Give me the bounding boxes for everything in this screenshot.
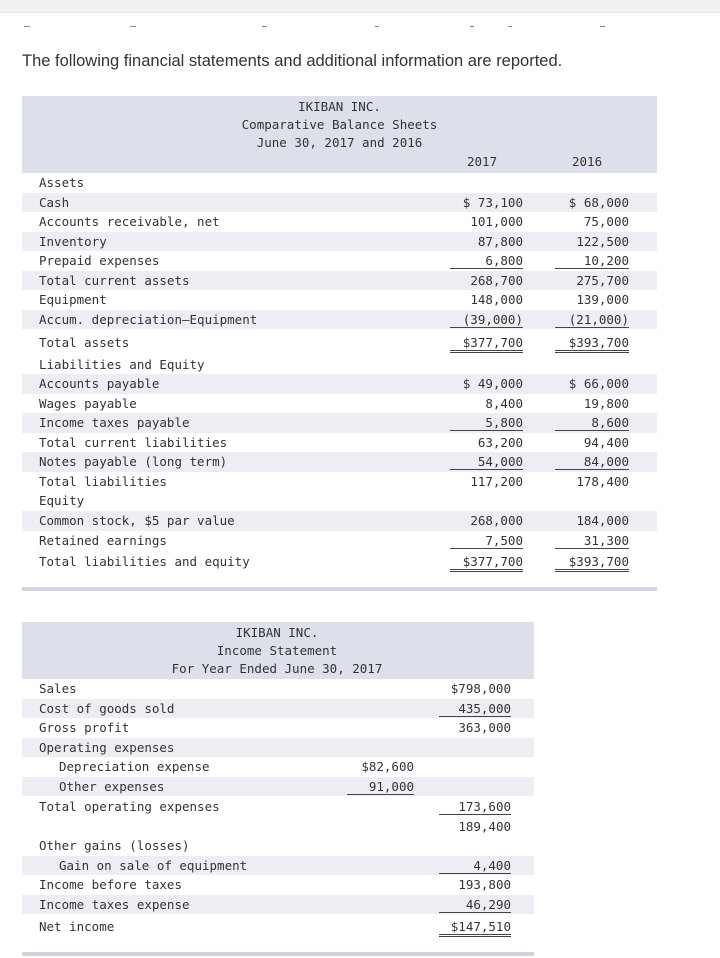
value-2017: $ 73,100 (462, 194, 523, 210)
table-row-accounts-receivable-net (22, 212, 657, 232)
table-row-income-taxes-expense (22, 895, 534, 915)
table-row-equipment (22, 290, 657, 310)
divider (130, 26, 136, 27)
value-2017: 268,700 (470, 272, 523, 288)
value-2016: 19,800 (583, 395, 629, 411)
column-header-2016: 2016 (572, 154, 603, 169)
table-row-total-assets (22, 333, 657, 353)
table-row-net-income (22, 917, 534, 937)
row-label: Wages payable (39, 395, 137, 411)
value-total: 435,000 (439, 701, 511, 717)
table-row-other-expenses (22, 777, 534, 797)
table-row-income-taxes-payable (22, 413, 657, 433)
value-total: 363,000 (458, 720, 511, 735)
row-label: Liabilities and Equity (39, 356, 205, 372)
top-bar (0, 0, 720, 13)
row-label: Assets (39, 175, 85, 190)
table-row-total-current-assets (22, 271, 657, 291)
value-detail: $82,600 (361, 759, 414, 774)
value-2016: 31,300 (555, 533, 629, 549)
divider (508, 26, 512, 27)
value-2016: 75,000 (583, 214, 629, 229)
row-label: Accounts payable (39, 376, 160, 391)
value-2017: 7,500 (450, 533, 523, 549)
table-row-total-liabilities (22, 472, 657, 492)
table-row-notes-payable-long-term (22, 452, 657, 472)
row-label: Total current liabilities (39, 434, 228, 450)
value-2016: $ 68,000 (568, 194, 629, 210)
table-row-total-operating-expenses (22, 797, 534, 817)
row-label: Other expenses (59, 778, 165, 794)
table-row-wages-payable (22, 394, 657, 414)
value-2016: 84,000 (555, 454, 629, 470)
value-total: 46,290 (439, 897, 511, 913)
value-2016: 184,000 (576, 513, 629, 528)
intro-text: The following financial statements and additional information are reported. (22, 52, 563, 70)
row-label: Total assets (39, 334, 130, 350)
value-total: $147,510 (439, 919, 511, 937)
value-2017: 87,800 (477, 233, 523, 249)
table-row-cash (22, 193, 657, 213)
row-label: Prepaid expenses (39, 253, 160, 268)
value-2016: 8,600 (555, 415, 629, 431)
balance-sheet (22, 96, 657, 593)
statement-date: For Year Ended June 30, 2017 (171, 661, 383, 676)
table-row-prepaid-expenses (22, 251, 657, 271)
value-total: 4,400 (439, 858, 511, 874)
value-2017: 63,200 (477, 434, 523, 450)
balance-sheet-header (22, 96, 657, 173)
row-label: Income taxes payable (39, 415, 190, 430)
value-2016: $393,700 (555, 554, 629, 572)
value-total: 193,800 (458, 877, 511, 892)
table-row-gain-on-sale-of-equipment (22, 856, 534, 876)
table-row-total-current-liabilities (22, 433, 657, 453)
divider (600, 26, 605, 27)
value-2017: 8,400 (485, 395, 523, 411)
statement-title: Income Statement (216, 643, 338, 658)
row-label: Other gains (losses) (39, 838, 190, 853)
income-statement-footer (22, 952, 534, 956)
income-statement-header (22, 622, 534, 679)
value-2017: 6,800 (450, 253, 523, 269)
row-label: Common stock, $5 par value (39, 513, 235, 528)
divider (375, 26, 379, 27)
value-2017: (39,000) (450, 312, 523, 328)
divider (262, 26, 267, 27)
row-label: Sales (39, 681, 77, 696)
row-label: Equipment (39, 292, 107, 307)
row-label: Income taxes expense (39, 896, 190, 912)
table-row-retained-earnings (22, 531, 657, 551)
table-row-operating-expenses (22, 738, 534, 758)
table-row-inventory (22, 232, 657, 252)
divider (24, 26, 30, 27)
statement-title: Comparative Balance Sheets (241, 117, 438, 132)
table-row-accounts-payable (22, 374, 657, 394)
value-2016: $ 66,000 (568, 376, 629, 391)
value-2017: $377,700 (450, 554, 523, 572)
table-row-other-gains-losses (22, 836, 534, 856)
value-2016: $393,700 (555, 335, 629, 353)
company-name: IKIBAN INC. (235, 625, 319, 640)
divider (470, 26, 474, 27)
table-row-equity (22, 491, 657, 511)
value-2016: 139,000 (576, 292, 629, 307)
table-row-blank (22, 817, 534, 837)
value-2017: 268,000 (470, 513, 523, 528)
value-2017: 117,200 (470, 473, 523, 489)
row-label: Accum. depreciation—Equipment (39, 311, 258, 327)
value-2016: 10,200 (555, 253, 629, 269)
table-row-gross-profit (22, 718, 534, 738)
row-label: Operating expenses (39, 739, 175, 755)
table-row-income-before-taxes (22, 875, 534, 895)
value-2017: 101,000 (470, 214, 523, 229)
company-name: IKIBAN INC. (298, 99, 381, 114)
table-row-assets (22, 173, 657, 193)
income-statement (22, 622, 534, 958)
table-row-accum-depreciation-equipment (22, 310, 657, 330)
value-2017: 148,000 (470, 292, 523, 307)
value-2016: (21,000) (555, 312, 629, 328)
row-label: Cash (39, 194, 70, 210)
table-row-depreciation-expense (22, 757, 534, 777)
value-total: 173,600 (439, 799, 511, 815)
row-label: Total liabilities (39, 473, 167, 489)
value-2017: 54,000 (450, 454, 523, 470)
value-2016: 122,500 (576, 233, 629, 249)
row-label: Total liabilities and equity (39, 554, 250, 569)
value-detail: 91,000 (347, 779, 414, 795)
value-total: 189,400 (458, 818, 511, 834)
column-header-2017: 2017 (467, 154, 498, 169)
value-2016: 178,400 (576, 473, 629, 489)
value-2016: 275,700 (576, 272, 629, 288)
table-row-total-liabilities-and-equity (22, 552, 657, 572)
table-row-common-stock-5-par-value (22, 511, 657, 531)
row-label: Accounts receivable, net (39, 214, 220, 229)
row-label: Inventory (39, 233, 107, 249)
value-2017: $377,700 (450, 335, 523, 353)
row-label: Notes payable (long term) (39, 454, 228, 469)
value-total: $798,000 (450, 681, 511, 696)
value-2016: 94,400 (583, 434, 629, 450)
row-label: Gross profit (39, 720, 130, 735)
table-row-sales (22, 679, 534, 699)
value-2017: $ 49,000 (462, 376, 523, 391)
row-label: Total current assets (39, 272, 190, 288)
row-label: Total operating expenses (39, 799, 220, 814)
row-label: Income before taxes (39, 877, 182, 892)
table-row-cost-of-goods-sold (22, 699, 534, 719)
row-label: Cost of goods sold (39, 700, 175, 716)
row-label: Net income (39, 918, 115, 934)
row-label: Gain on sale of equipment (59, 857, 248, 873)
row-label: Equity (39, 493, 85, 508)
row-label: Depreciation expense (59, 759, 210, 774)
table-row-liabilities-and-equity (22, 355, 657, 375)
row-label: Retained earnings (39, 532, 167, 548)
balance-sheet-footer (22, 587, 657, 591)
statement-date: June 30, 2017 and 2016 (256, 135, 423, 150)
value-2017: 5,800 (450, 415, 523, 431)
